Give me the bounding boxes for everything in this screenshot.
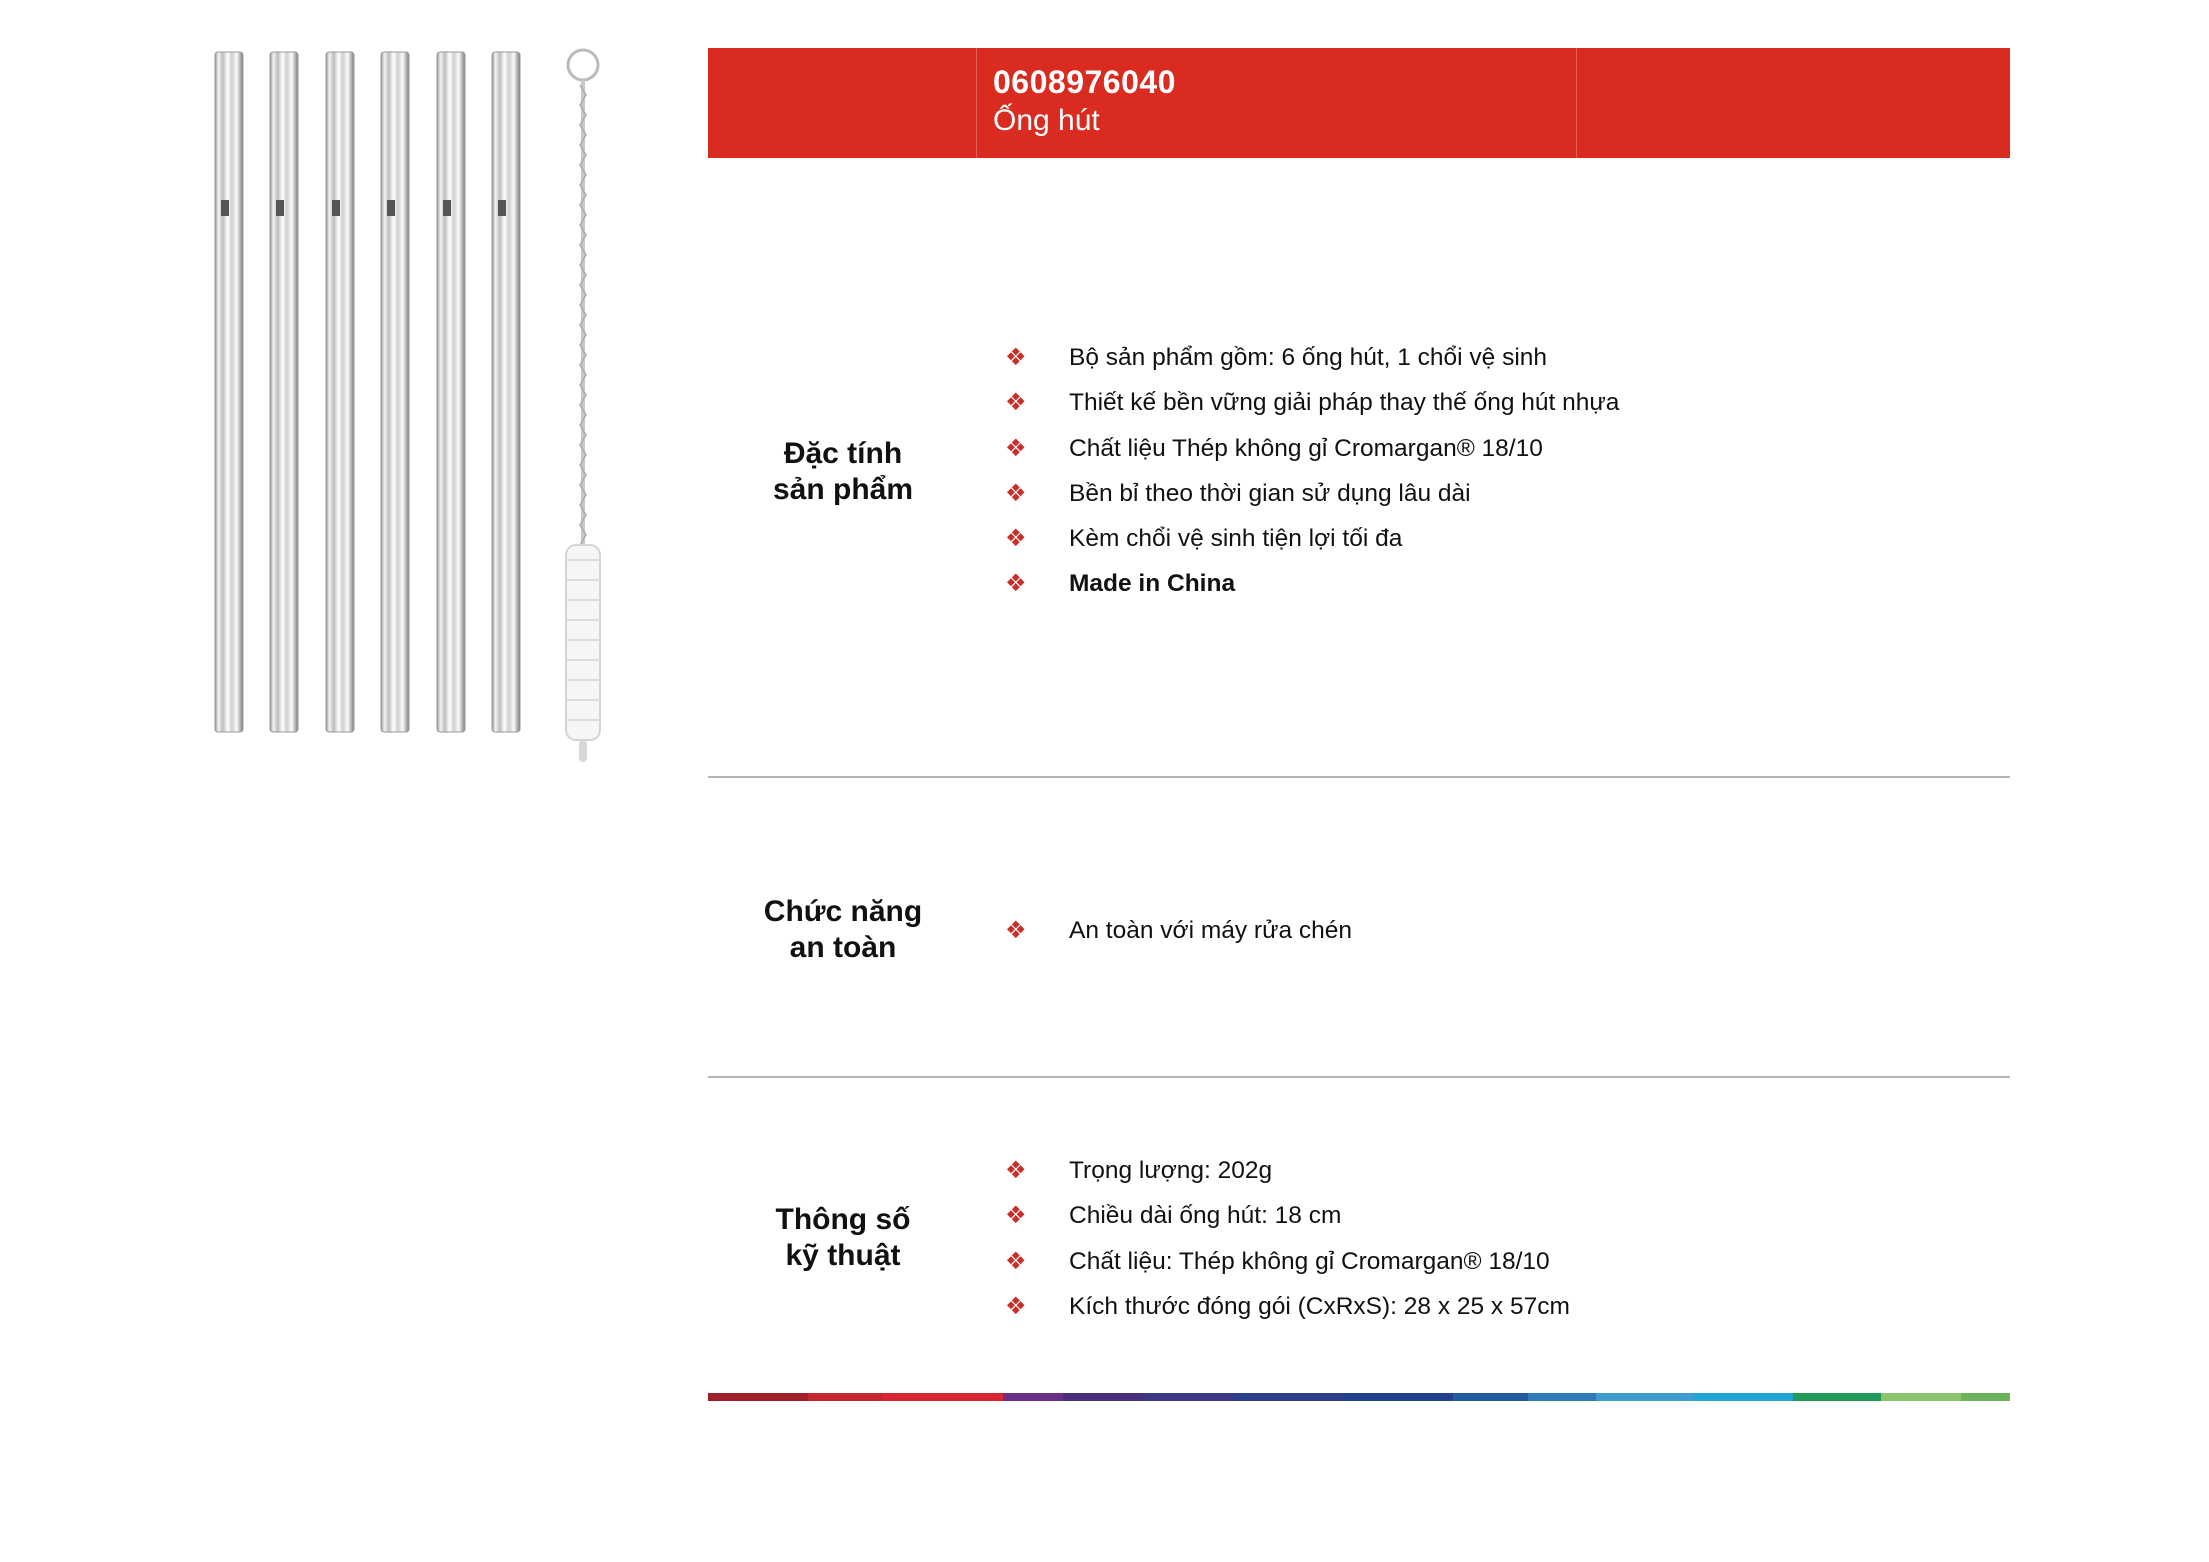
- list-item: ❖ Made in China: [1005, 561, 1619, 606]
- diamond-bullet-icon: ❖: [1005, 570, 1027, 598]
- section-label-features: Đặc tính sản phẩm: [772, 437, 914, 506]
- section-label-safety: Chức năng an toàn: [763, 895, 923, 964]
- safety-list: [1005, 908, 1352, 953]
- header-divider: [976, 48, 977, 158]
- diamond-bullet-icon: ❖: [1005, 434, 1027, 462]
- diamond-bullet-icon: ❖: [1005, 479, 1027, 507]
- list-item: ❖ Kèm chổi vệ sinh tiện lợi tối đa: [1005, 516, 1619, 561]
- straw: [437, 52, 465, 732]
- wmf-logo-icon: [498, 200, 506, 216]
- wmf-logo-icon: [443, 200, 451, 216]
- diamond-bullet-icon: ❖: [1005, 1202, 1027, 1230]
- section-divider: [708, 776, 2010, 778]
- straw: [270, 52, 298, 732]
- header-divider: [1576, 48, 1577, 158]
- list-item: ❖ Trọng lượng: 202g: [1005, 1148, 1570, 1193]
- straw: [215, 52, 243, 732]
- diamond-bullet-icon: ❖: [1005, 344, 1027, 371]
- wmf-logo-icon: [221, 200, 229, 216]
- color-strip: [708, 1393, 2010, 1401]
- header-bar: [708, 48, 2010, 158]
- wmf-logo-icon: [387, 200, 395, 216]
- list-item: ❖ Bền bỉ theo thời gian sử dụng lâu dài: [1005, 471, 1619, 516]
- features-list: [1005, 335, 1619, 607]
- section-label-specs: Thông số kỹ thuật: [775, 1203, 911, 1272]
- straw: [492, 52, 520, 732]
- list-item: ❖ Bộ sản phẩm gồm: 6 ống hút, 1 chổi vệ sinh: [1005, 335, 1619, 380]
- section-divider: [708, 1076, 2010, 1078]
- product-name: Ống hút: [993, 104, 1100, 137]
- cleaning-brush: [566, 50, 600, 762]
- wmf-logo-icon: [332, 200, 340, 216]
- list-item: ❖ Chất liệu Thép không gỉ Cromargan® 18/10: [1005, 426, 1619, 471]
- diamond-bullet-icon: ❖: [1005, 1292, 1027, 1320]
- list-item: ❖ Chiều dài ống hút: 18 cm: [1005, 1193, 1570, 1238]
- straw: [326, 52, 354, 732]
- diamond-bullet-icon: ❖: [1005, 917, 1027, 944]
- product-image: [200, 40, 620, 780]
- wmf-logo-icon: [276, 200, 284, 216]
- list-item: ❖ Thiết kế bền vững giải pháp thay thế ống hút nhựa: [1005, 380, 1619, 425]
- list-item: ❖ An toàn với máy rửa chén: [1005, 908, 1352, 953]
- list-item: ❖ Chất liệu: Thép không gỉ Cromargan® 18/10: [1005, 1239, 1570, 1284]
- diamond-bullet-icon: ❖: [1005, 1247, 1027, 1275]
- list-item: ❖ Kích thước đóng gói (CxRxS): 28 x 25 x 57cm: [1005, 1284, 1570, 1329]
- specs-list: [1005, 1148, 1570, 1329]
- straw: [381, 52, 409, 732]
- product-code: 0608976040: [993, 64, 1176, 100]
- straw-set: [215, 52, 520, 732]
- diamond-bullet-icon: ❖: [1005, 525, 1027, 553]
- diamond-bullet-icon: ❖: [1005, 389, 1027, 417]
- diamond-bullet-icon: ❖: [1005, 1157, 1027, 1184]
